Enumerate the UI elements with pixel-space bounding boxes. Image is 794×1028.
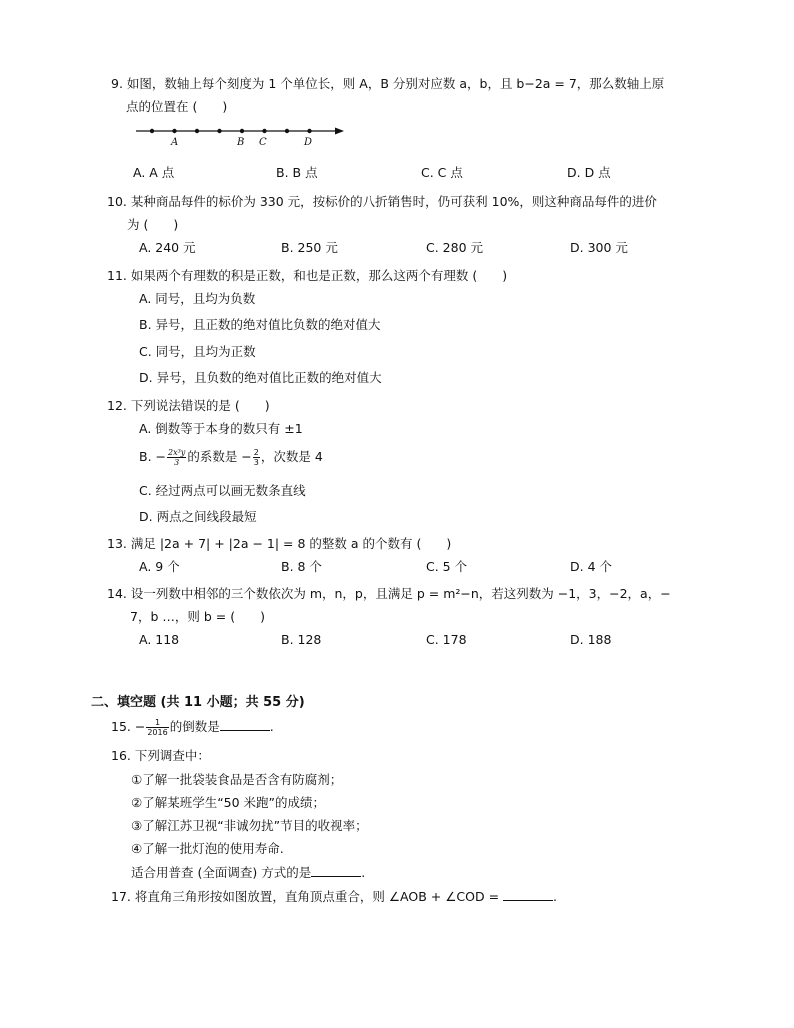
q12-optb-fraction2 [253, 448, 260, 467]
q17-answer-blank[interactable] [503, 888, 553, 901]
q11-option-d: D. 异号，且负数的绝对值比正数的绝对值大 [139, 370, 382, 385]
q15-frac-den: 2016 [147, 728, 168, 737]
q13-option-c: C. 5 个 [426, 559, 468, 574]
q12-option-a: A. 倒数等于本身的数只有 ±1 [139, 421, 303, 436]
q15-frac-num: 1 [146, 718, 168, 728]
q14-line2: 7，b …，则 b = ( ) [130, 609, 265, 624]
q13-line1: 13. 满足 |2a + 7| + |2a − 1| = 8 的整数 a 的个数有 ( ) [107, 536, 452, 551]
q9-option-c: C. C 点 [421, 165, 463, 180]
q15-line [111, 716, 274, 738]
q12-optb-suffix: ，次数是 4 [260, 449, 323, 464]
q17-end: . [553, 889, 558, 904]
axis-tick-dot [240, 129, 244, 133]
number-line-figure [134, 122, 349, 148]
q15-suffix: 的倒数是 [169, 719, 220, 734]
axis-tick-dot [150, 129, 154, 133]
q14-option-d: D. 188 [570, 632, 612, 647]
q10-line1: 10. 某种商品每件的标价为 330 元，按标价的八折销售时，仍可获利 10%，则这种商品每件的进价 [107, 194, 657, 209]
axis-tick-dot [172, 129, 176, 133]
q12-optb-fraction [167, 448, 186, 467]
q15-end: . [269, 719, 274, 734]
q14-option-b: B. 128 [281, 632, 322, 647]
q10-option-d: D. 300 元 [570, 240, 628, 255]
axis-tick-dot [307, 129, 311, 133]
q15-fraction [146, 718, 168, 737]
q10-option-b: B. 250 元 [281, 240, 338, 255]
q12-option-d: D. 两点之间线段最短 [139, 509, 257, 524]
q17-text: 17. 将直角三角形按如图放置，直角顶点重合，则 ∠AOB + ∠COD = [111, 889, 500, 904]
q9-option-d: D. D 点 [567, 165, 611, 180]
axis-tick-dot [285, 129, 289, 133]
q12-optb-frac-num: 2x³y [168, 448, 186, 457]
axis-label-b: B [237, 137, 245, 148]
q10-line2: 为 ( ) [127, 217, 179, 232]
q9-line2: 点的位置在 ( ) [126, 99, 228, 114]
axis-label-d: D [304, 137, 313, 148]
q11-option-b: B. 异号，且正数的绝对值比负数的绝对值大 [139, 317, 381, 332]
q9-line1: 9. 如图，数轴上每个刻度为 1 个单位长，则 A，B 分别对应数 a，b，且 b−2a = 7，那么数轴上原 [111, 76, 665, 91]
q16-item-3: ③了解江苏卫视“非诚勿扰”节目的收视率； [131, 818, 368, 833]
q14-line1: 14. 设一列数中相邻的三个数依次为 m，n，p，且满足 p = m²−n，若这列数为 −1，3，−2，a，− [107, 586, 671, 601]
q13-option-a: A. 9 个 [139, 559, 180, 574]
q11-line1: 11. 如果两个有理数的积是正数，和也是正数，那么这两个有理数 ( ) [107, 268, 508, 283]
q10-option-a: A. 240 元 [139, 240, 196, 255]
q12-optb-mid: 的系数是 − [187, 449, 252, 464]
axis-tick-dot [217, 129, 221, 133]
axis-tick-dot [262, 129, 266, 133]
q16-ask [131, 864, 365, 881]
q15-answer-blank[interactable] [220, 718, 270, 731]
q16-item-2: ②了解某班学生“50 米跑”的成绩； [131, 795, 326, 810]
section-title-fill-blank: 二、填空题 (共 11 小题；共 55 分) [91, 695, 305, 710]
q14-option-a: A. 118 [139, 632, 180, 647]
q16-end: . [361, 865, 366, 880]
q11-option-c: C. 同号，且均为正数 [139, 344, 256, 359]
q13-option-d: D. 4 个 [570, 559, 612, 574]
q12-line1: 12. 下列说法错误的是 ( ) [107, 398, 270, 413]
q15-prefix: 15. − [111, 719, 146, 734]
q11-option-a: A. 同号，且均为负数 [139, 291, 256, 306]
q16-ask-text: 适合用普查 (全面调查) 方式的是 [131, 865, 312, 880]
q9-option-a: A. A 点 [133, 165, 175, 180]
q10-option-c: C. 280 元 [426, 240, 484, 255]
axis-tick-dot [195, 129, 199, 133]
q16-line1: 16. 下列调查中： [111, 748, 210, 763]
q12-optb-frac2-num: 2 [253, 448, 259, 457]
q12-option-c: C. 经过两点可以画无数条直线 [139, 483, 306, 498]
q12-optb-prefix: B. − [139, 449, 166, 464]
q16-answer-blank[interactable] [311, 864, 361, 877]
q12-optb-frac2-den: 3 [253, 458, 259, 467]
q9-option-b: B. B 点 [276, 165, 318, 180]
q14-option-c: C. 178 [426, 632, 467, 647]
q16-item-1: ①了解一批袋装食品是否含有防腐剂； [131, 772, 343, 787]
q16-item-4: ④了解一批灯泡的使用寿命. [131, 841, 284, 856]
q13-option-b: B. 8 个 [281, 559, 322, 574]
q17-line [111, 888, 557, 905]
axis-label-c: C [259, 137, 267, 148]
axis-label-a: A [171, 137, 179, 148]
q12-optb-frac-den: 3 [174, 458, 180, 467]
q12-option-b [139, 448, 323, 467]
